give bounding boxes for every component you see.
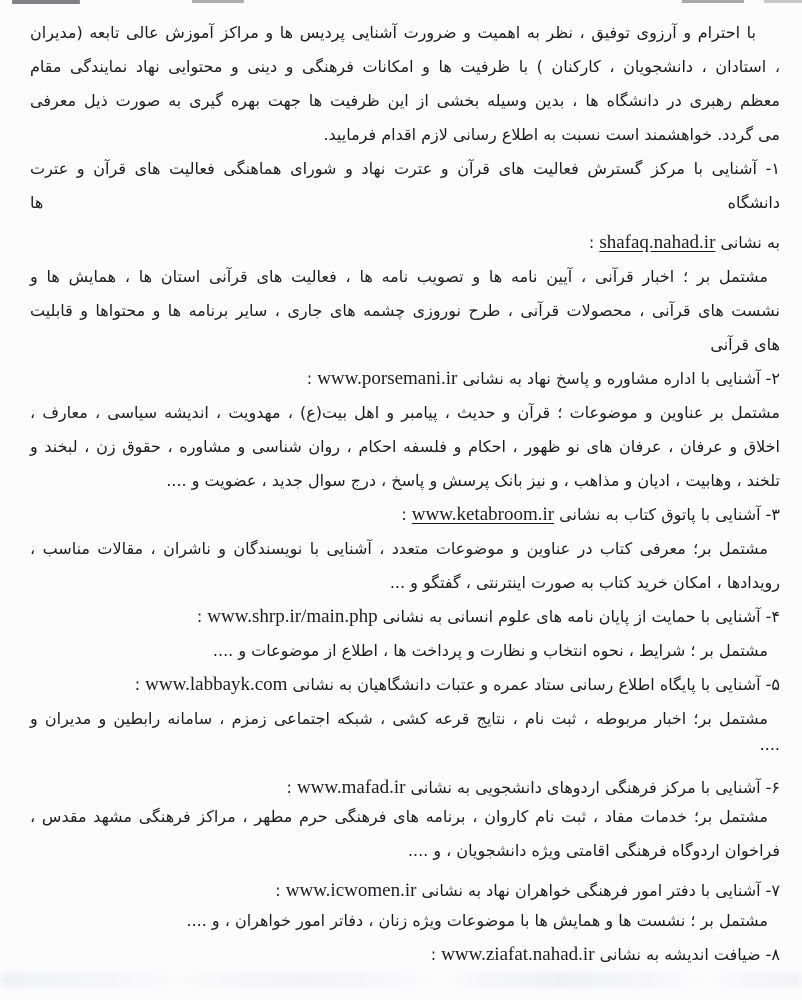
persian-text: : [134, 675, 146, 694]
persian-text: مشتمل بر ؛ نشست ها و همایش ها با موضوعات ویژه زنان ، دفاتر امور خواهران ، و .... [186, 911, 768, 930]
persian-text: : [430, 945, 442, 964]
document-line [30, 50, 780, 84]
document-line [30, 532, 780, 566]
persian-text: ۶- آشنایی با مرکز فرهنگی اردوهای دانشجویی به نشانی [405, 778, 780, 797]
document-line [30, 226, 780, 260]
persian-text: های قرآنی [710, 335, 780, 354]
persian-text: ۸- ضیافت اندیشه به نشانی [594, 945, 780, 964]
document-line [30, 874, 780, 908]
persian-text: ۲- آشنایی با اداره مشاوره و پاسخ نهاد به نشانی [457, 369, 780, 388]
persian-text: مشتمل بر؛ اخبار مربوطه ، ثبت نام ، نتایج قرعه کشی ، شبکه اجتماعی زمزم ، سامانه رابطین و مدیران و [30, 709, 768, 728]
website-address: www.shrp.ir/main.php [207, 606, 378, 627]
document-line [30, 152, 780, 186]
document-line [30, 430, 780, 464]
persian-text: تلخند ، وهابیت ، ادیان و مذاهب ، و نیز بانک پرسش و پاسخ ، درج سوال جدید ، عضویت و .... [166, 471, 780, 490]
document-line [30, 938, 780, 972]
document-line [30, 186, 780, 220]
document-line [30, 328, 780, 362]
document-line [30, 634, 780, 668]
website-address: www.labbayk.com [145, 674, 288, 695]
persian-text: : [306, 369, 318, 388]
persian-text: معظم رهبری در دانشگاه ها ، بدین وسیله بخشی از این ظرفیت ها جهت بهره گیری به صورت ذیل معرفی [30, 91, 780, 110]
persian-text: مشتمل بر ؛ اخبار قرآنی ، آیین نامه ها و تصویب نامه ها ، فعالیت های قرآنی استان ها ، همایش ها و [30, 267, 768, 286]
document-line [30, 84, 780, 118]
persian-text: اخلاق و عرفان ، عرفان های نو ظهور ، احکام و فلسفه احکام ، روان شناسی و مشاوره ، حقوق زن ، لبخند و [30, 437, 780, 456]
document-line [30, 800, 780, 834]
persian-text: ۱- آشنایی با مرکز گسترش فعالیت های قرآن و عترت نهاد و شورای هماهنگی فعالیت های قرآن و عترت [30, 159, 780, 178]
persian-text: مشتمل بر ؛ شرایط ، نحوه انتخاب و نظارت و پرداخت ها ، اطلاع از موضوعات و .... [212, 641, 768, 660]
persian-text: فراخوان اردوگاه فرهنگی اقامتی ویژه دانشجویان ، و .... [407, 841, 780, 860]
persian-text: .... [759, 735, 780, 754]
persian-text: ، استادان ، دانشجویان ، کارکنان ) با ظرفیت ها و امکانات فرهنگی و دینی و محتوایی نهاد نمایندگی مقام [30, 57, 780, 76]
scan-shadow [0, 972, 802, 988]
persian-text: نشست های قرآنی ، محصولات قرآنی ، طرح نوروزی چشمه های جاری ، سایر برنامه ها و محتواها و قابلیت [30, 301, 780, 320]
persian-text: ۵- آشنایی با پایگاه اطلاع رسانی ستاد عمره و عتبات دانشگاهیان به نشانی [287, 675, 780, 694]
website-address: shafaq.nahad.ir [599, 232, 716, 253]
persian-text: : [196, 607, 208, 626]
document-line [30, 668, 780, 702]
document-line [30, 702, 780, 736]
persian-text: : [286, 778, 297, 797]
document-line [30, 600, 780, 634]
persian-text: با احترام و آرزوی توفیق ، نظر به اهمیت و ضرورت آشنایی پردیس ها و مراکز آموزش عالی تابعه (مدیران [30, 23, 756, 42]
document-line [30, 464, 780, 498]
persian-text: به نشانی [715, 233, 780, 252]
document-line [30, 118, 780, 152]
persian-text: ۳- آشنایی با پاتوق کتاب به نشانی [554, 505, 780, 524]
website-address: www.ketabroom.ir [411, 504, 555, 525]
persian-text: می گردد. خواهشمند است نسبت به اطلاع رسانی لازم اقدام فرمایید. [323, 125, 780, 144]
document-line [30, 294, 780, 328]
persian-text: مشتمل بر عناوین و موضوعات ؛ قرآن و حدیث ، پیامبر و اهل بیت(ع) ، مهدویت ، اندیشه سیاسی ، معارف ، [30, 403, 780, 422]
persian-text: مشتمل بر؛ خدمات مفاد ، ثبت نام کاروان ، برنامه های فرهنگی حرم مطهر ، مراکز فرهنگی مشهد مقدس ، [30, 807, 768, 826]
persian-text: : [401, 505, 412, 524]
persian-text: : [588, 233, 600, 252]
website-address: www.porsemani.ir [317, 368, 458, 389]
persian-text: دانشگاه ها [30, 193, 780, 212]
persian-text: ۴- آشنایی با حمایت از پایان نامه های علوم انسانی به نشانی [377, 607, 780, 626]
document-line [30, 362, 780, 396]
persian-text: رویدادها ، امکان خرید کتاب به صورت اینترنتی ، گفتگو و ... [389, 573, 780, 592]
website-address: www.ziafat.nahad.ir [441, 944, 595, 965]
document-line [30, 396, 780, 430]
document-line [30, 260, 780, 294]
website-address: www.mafad.ir [296, 777, 406, 798]
persian-text: مشتمل بر؛ معرفی کتاب در عناوین و موضوعات متعدد ، آشنایی با نویسندگان و ناشران ، مقالات مناسب ، [30, 539, 768, 558]
persian-text: ۷- آشنایی با دفتر امور فرهنگی خواهران نهاد به نشانی [416, 881, 780, 900]
document-line [30, 904, 780, 938]
document-line [30, 16, 780, 50]
document-line [30, 498, 780, 532]
website-address: www.icwomen.ir [285, 880, 417, 901]
persian-text: : [275, 881, 286, 900]
document-line [30, 834, 780, 868]
document-line [30, 566, 780, 600]
